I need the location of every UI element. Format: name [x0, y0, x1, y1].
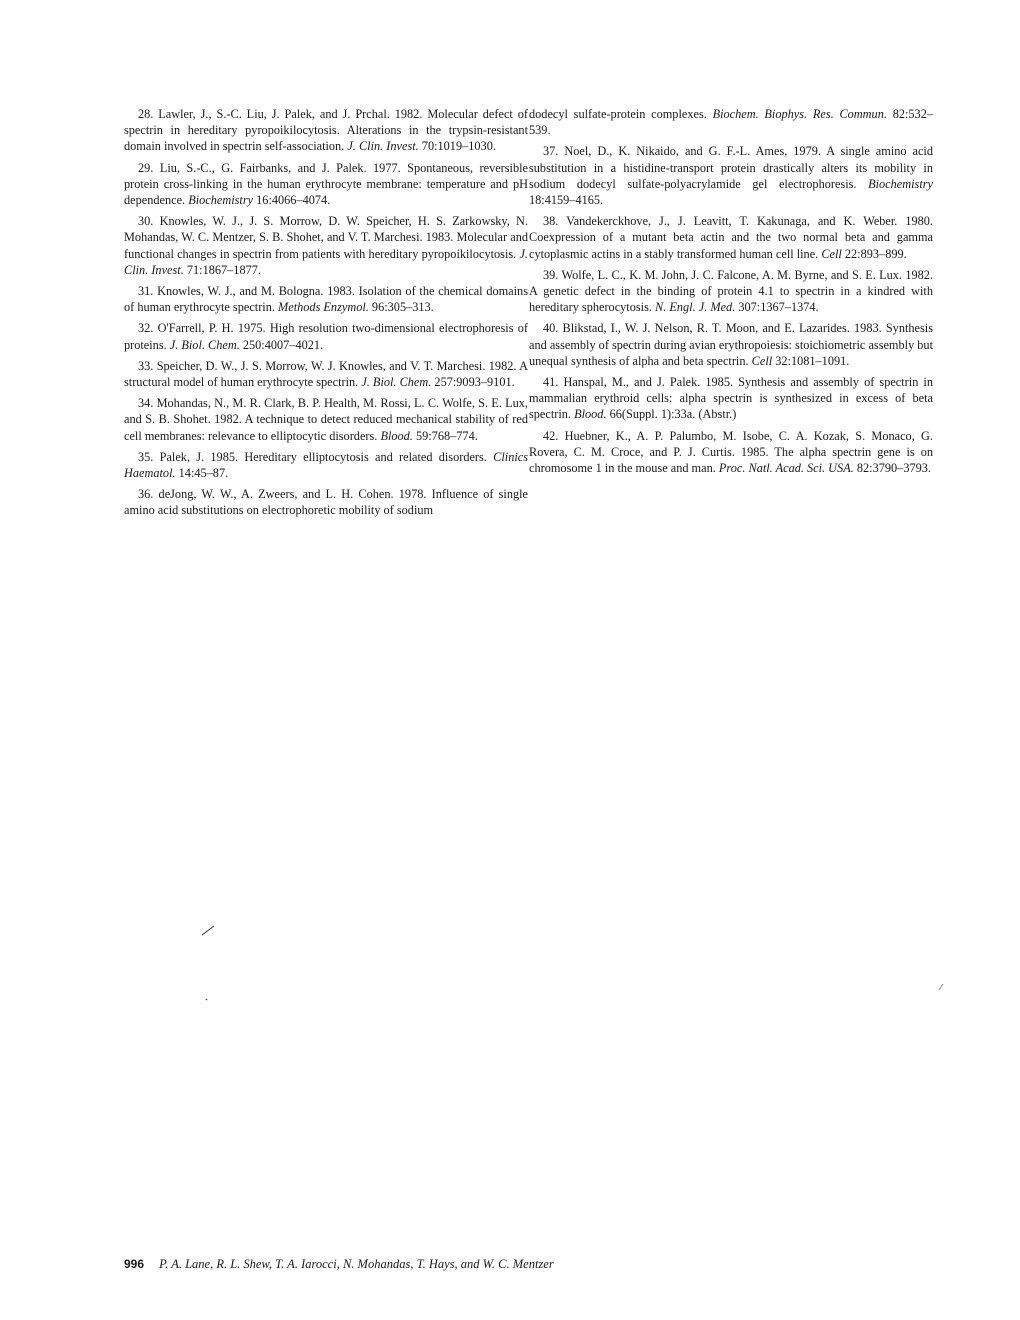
reference-41: 41. Hanspal, M., and J. Palek. 1985. Synthesis and assembly of spectrin in mammalian erythroid cells: alpha spectrin is synthesized in excess of beta spectrin. Blood. 66(Suppl. 1):33a. (Abstr.)	[529, 375, 933, 422]
running-authors: P. A. Lane, R. L. Shew, T. A. Iarocci, N. Mohandas, T. Hays, and W. C. Mentzer	[159, 1257, 554, 1271]
reference-38: 38. Vandekerckhove, J., J. Leavitt, T. Kakunaga, and K. Weber. 1980. Coexpression of a mutant beta actin and the two normal beta and gamma cytoplasmic actins in a stably transformed human cell line. Cell 22:893–899.	[529, 214, 933, 261]
reference-36: 36. deJong, W. W., A. Zweers, and L. H. Cohen. 1978. Influence of single amino acid substitutions on electrophoretic mobility of sodium	[124, 487, 528, 518]
reference-34: 34. Mohandas, N., M. R. Clark, B. P. Health, M. Rossi, L. C. Wolfe, S. E. Lux, and S. B. Shohet. 1982. A technique to detect reduced mechanical stability of red cell membranes: relevance to elliptocytic disorders. Blood. 59:768–774.	[124, 396, 528, 443]
reference-29: 29. Liu, S.-C., G. Fairbanks, and J. Palek. 1977. Spontaneous, reversible protein cross-linking in the human erythrocyte membrane: temperature and pH dependence. Biochemistry 16:4066–4074.	[124, 160, 528, 208]
scan-mark-dot	[205, 998, 208, 1001]
reference-28: 28. Lawler, J., S.-C. Liu, J. Palek, and J. Prchal. 1982. Molecular defect of spectrin in hereditary pyropoikilocytosis. Alterations in the trypsin-resistant domain involved in spectrin self-association. J. Clin. Invest. 70:1019–1030.	[124, 107, 528, 154]
reference-40: 40. Blikstad, I., W. J. Nelson, R. T. Moon, and E. Lazarides. 1983. Synthesis and assembly of spectrin during avian erythropoiesis: stoichiometric assembly but unequal synthesis of alpha and beta spectrin. Cell 32:1081–1091.	[529, 321, 934, 368]
reference-39: 39. Wolfe, L. C., K. M. John, J. C. Falcone, A. M. Byrne, and S. E. Lux. 1982. A genetic defect in the binding of protein 4.1 to spectrin in a kindred with hereditary spherocytosis. N. Engl. J. Med. 307:1367–1374.	[529, 267, 933, 315]
scan-mark-tick	[938, 983, 944, 991]
references-right-column	[529, 106, 933, 481]
reference-33: 33. Speicher, D. W., J. S. Morrow, W. J. Knowles, and V. T. Marchesi. 1982. A structural model of human erythrocyte spectrin. J. Biol. Chem. 257:9093–9101.	[124, 358, 528, 390]
page-number: 996	[124, 1257, 145, 1271]
reference-35: 35. Palek, J. 1985. Hereditary elliptocytosis and related disorders. Clinics Haematol. 14:45–87.	[124, 449, 528, 481]
reference-30: 30. Knowles, W. J., J. S. Morrow, D. W. Speicher, H. S. Zarkowsky, N. Mohandas, W. C. Mentzer, S. B. Shohet, and V. T. Marchesi. 1983. Molecular and functional changes in spectrin from patients with hereditary pyropoikilocytosis. J. Clin. Invest. 71:1867–1877.	[124, 214, 528, 277]
reference-42: 42. Huebner, K., A. P. Palumbo, M. Isobe, C. A. Kozak, S. Monaco, G. Rovera, C. M. Croce, and P. J. Curtis. 1985. The alpha spectrin gene is on chromosome 1 in the mouse and man. Proc. Natl. Acad. Sci. USA. 82:3790–3793.	[529, 428, 933, 476]
reference-36-continuation: dodecyl sulfate-protein complexes. Biochem. Biophys. Res. Commun. 82:532–539.	[529, 107, 933, 138]
references-left-column	[124, 106, 528, 524]
scan-mark-slash	[200, 924, 216, 936]
reference-31: 31. Knowles, W. J., and M. Bologna. 1983. Isolation of the chemical domains of human erythrocyte spectrin. Methods Enzymol. 96:305–313.	[124, 284, 528, 315]
page-footer	[124, 1257, 554, 1272]
reference-32: 32. O'Farrell, P. H. 1975. High resolution two-dimensional electrophoresis of proteins. J. Biol. Chem. 250:4007–4021.	[124, 321, 528, 352]
reference-37: 37. Noel, D., K. Nikaido, and G. F.-L. Ames, 1979. A single amino acid substitution in a histidine-transport protein drastically alters its mobility in sodium dodecyl sulfate-polyacrylamide gel electrophoresis. Biochemistry 18:4159–4165.	[529, 144, 933, 208]
